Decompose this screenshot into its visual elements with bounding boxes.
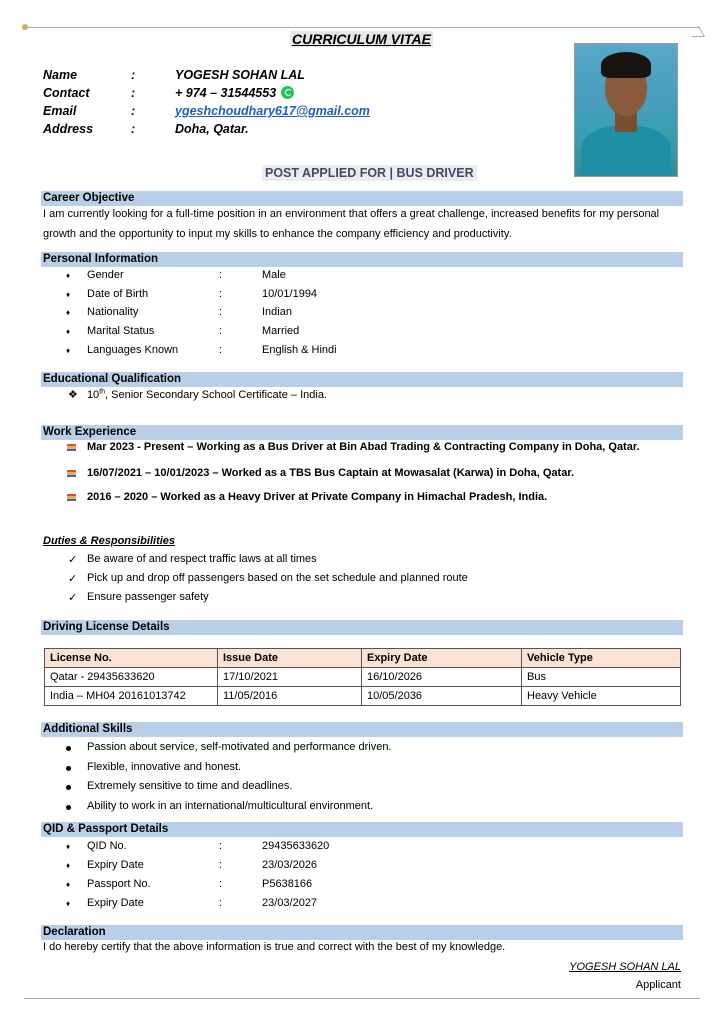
duty-item: [68, 591, 209, 604]
diamond-bullet-icon: ♦: [66, 880, 71, 889]
diamond-bullet-icon: ♦: [66, 842, 71, 851]
info-key: Expiry Date: [87, 897, 144, 909]
table-cell: 10/05/2036: [362, 687, 522, 706]
info-value: 10/01/1994: [262, 288, 318, 300]
info-key: Gender: [87, 269, 124, 281]
info-value: Male: [262, 269, 286, 281]
duties-heading: Duties & Responsibilities: [43, 535, 176, 547]
diamond-bullet-icon: ♦: [66, 899, 71, 908]
education-level: 10: [86, 389, 100, 401]
contact-colon: :: [131, 122, 136, 136]
diamond-bullet-icon: ♦: [66, 861, 71, 870]
info-colon: :: [219, 288, 223, 300]
info-value: 23/03/2027: [262, 897, 318, 909]
section-educational-qualification: Educational Qualification: [41, 372, 683, 387]
column-header: Issue Date: [218, 649, 362, 668]
license-table-header: [45, 649, 681, 668]
info-colon: :: [219, 840, 223, 852]
contact-name-value: YOGESH SOHAN LAL: [175, 68, 305, 82]
info-key: Marital Status: [87, 325, 155, 337]
education-level-suffix: th: [99, 388, 106, 396]
info-colon: :: [219, 306, 223, 318]
checkmark-icon: ✓: [68, 573, 78, 585]
table-cell: 11/05/2016: [218, 687, 362, 706]
info-value: Married: [262, 325, 300, 337]
bullet-dot-icon: [66, 805, 71, 810]
declaration-text: I do hereby certify that the above information is true and correct with the best of my knowledge.: [43, 941, 506, 953]
document-title: CURRICULUM VITAE: [292, 31, 431, 47]
column-header: License No.: [45, 649, 218, 668]
bullet-dot-icon: [66, 746, 71, 751]
info-key: QID No.: [87, 840, 127, 852]
skill-item: Passion about service, self-motivated and performance driven.: [87, 741, 392, 753]
diamond-bullet-icon: ♦: [66, 346, 71, 355]
education-description: , Senior Secondary School Certificate – India.: [105, 389, 327, 401]
duty-item: [68, 572, 468, 585]
page-fold-corner: [686, 26, 705, 37]
diamond-star-bullet-icon: ❖: [68, 389, 78, 401]
section-driving-license: Driving License Details: [41, 620, 683, 635]
duty-item: [68, 553, 317, 566]
column-header: Vehicle Type: [522, 649, 681, 668]
column-header: Expiry Date: [362, 649, 522, 668]
table-cell: 17/10/2021: [218, 668, 362, 687]
table-cell: Bus: [522, 668, 681, 687]
work-bullet-icon: [67, 470, 76, 477]
work-item: 2016 – 2020 – Worked as a Heavy Driver at Private Company in Himachal Pradesh, India.: [87, 491, 548, 503]
diamond-bullet-icon: ♦: [66, 290, 71, 299]
info-colon: :: [219, 325, 223, 337]
info-value: 23/03/2026: [262, 859, 318, 871]
license-table: [44, 648, 681, 706]
signature-name: YOGESH SOHAN LAL: [569, 961, 681, 973]
work-bullet-icon: [67, 494, 76, 501]
info-key: Passport No.: [87, 878, 151, 890]
skill-item: Extremely sensitive to time and deadlines.: [87, 780, 293, 792]
contact-label: Contact: [43, 86, 90, 100]
section-qid-passport: QID & Passport Details: [41, 822, 683, 837]
contact-colon: :: [131, 104, 136, 118]
info-value: Indian: [262, 306, 292, 318]
info-value: English & Hindi: [262, 344, 337, 356]
diamond-bullet-icon: ♦: [66, 271, 71, 280]
info-value: 29435633620: [262, 840, 330, 852]
post-applied-for: POST APPLIED FOR | BUS DRIVER: [262, 165, 477, 181]
cv-page: [24, 27, 700, 999]
info-colon: :: [219, 878, 223, 890]
info-colon: :: [219, 897, 223, 909]
work-item: Mar 2023 - Present – Working as a Bus Driver at Bin Abad Trading & Contracting Company in Doha, Qatar.: [87, 441, 640, 453]
section-personal-information: Personal Information: [41, 252, 683, 267]
skill-item: Ability to work in an international/multicultural environment.: [87, 800, 374, 812]
work-bullet-icon: [67, 444, 76, 451]
table-cell: Qatar - 29435633620: [45, 668, 218, 687]
table-cell: 16/10/2026: [362, 668, 522, 687]
work-item: 16/07/2021 – 10/01/2023 – Worked as a TBS Bus Captain at Mowasalat (Karwa) in Doha, Qatar.: [87, 467, 575, 479]
section-declaration: Declaration: [41, 925, 683, 940]
contact-phone: [175, 86, 294, 100]
info-colon: :: [219, 344, 223, 356]
info-value: P5638166: [262, 878, 313, 890]
table-cell: India – MH04 20161013742: [45, 687, 218, 706]
duty-text: Be aware of and respect traffic laws at all times: [87, 553, 317, 565]
signature-role: Applicant: [635, 979, 681, 991]
contact-label: Address: [43, 122, 94, 136]
info-key: Date of Birth: [87, 288, 149, 300]
info-key: Nationality: [87, 306, 139, 318]
table-row: [45, 668, 681, 687]
skill-item: Flexible, innovative and honest.: [87, 761, 242, 773]
table-cell: Heavy Vehicle: [522, 687, 681, 706]
diamond-bullet-icon: ♦: [66, 308, 71, 317]
contact-label: Name: [43, 68, 78, 82]
section-additional-skills: Additional Skills: [41, 722, 683, 737]
section-work-experience: Work Experience: [41, 425, 683, 440]
info-key: Expiry Date: [87, 859, 144, 871]
diamond-bullet-icon: ♦: [66, 327, 71, 336]
education-item: [68, 388, 327, 401]
whatsapp-icon: [281, 86, 294, 99]
contact-colon: :: [131, 68, 136, 82]
bullet-dot-icon: [66, 785, 71, 790]
career-objective-text: I am currently looking for a full-time position in an environment that offers a great challenge, increased benefits for my personal growth and the opportunity to input my skills to enhance the company efficiency and productivity.: [43, 208, 660, 240]
corner-marker: [22, 24, 28, 30]
info-key: Languages Known: [87, 344, 179, 356]
contact-phone-value: + 974 – 31544553: [175, 86, 277, 100]
email-link[interactable]: ygeshchoudhary617@gmail.com: [175, 104, 370, 118]
info-colon: :: [219, 859, 223, 871]
checkmark-icon: ✓: [68, 592, 78, 604]
contact-colon: :: [131, 86, 136, 100]
duty-text: Ensure passenger safety: [87, 591, 209, 603]
section-career-objective: Career Objective: [41, 191, 683, 206]
info-colon: :: [219, 269, 223, 281]
checkmark-icon: ✓: [68, 554, 78, 566]
table-row: [45, 687, 681, 706]
contact-address-value: Doha, Qatar.: [175, 122, 249, 136]
profile-photo: [574, 43, 678, 177]
duty-text: Pick up and drop off passengers based on the set schedule and planned route: [87, 572, 468, 584]
bullet-dot-icon: [66, 766, 71, 771]
contact-label: Email: [43, 104, 77, 118]
